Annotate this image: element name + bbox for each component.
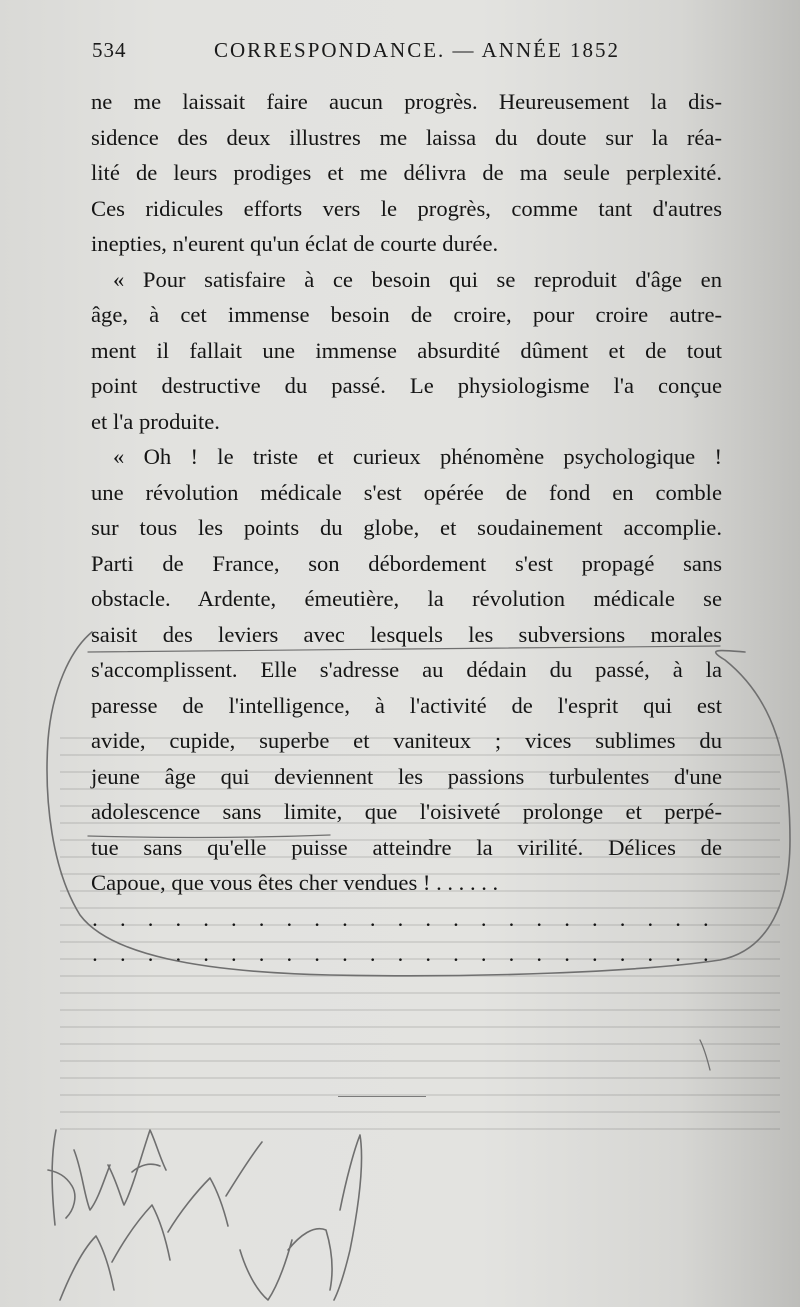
pencil-handwriting-2 <box>60 1142 262 1300</box>
text-line: une révolution médicale s'est opérée de fond en comble <box>91 479 722 505</box>
text-line: tue sans qu'elle puisse atteindre la virilité. Délices de <box>91 834 722 860</box>
dot: . <box>258 941 265 966</box>
dot: . <box>342 905 348 931</box>
dot: . <box>480 905 487 931</box>
text-line: ne me laissait faire aucun progrès. Heureusement la dis- <box>91 89 722 114</box>
dot: . <box>286 905 293 931</box>
dot: . <box>369 941 376 966</box>
dot: . <box>425 905 432 931</box>
dot: . <box>508 941 515 966</box>
pencil-handwriting-3 <box>240 1135 362 1300</box>
dot: . <box>369 905 376 931</box>
dot: . <box>591 941 598 966</box>
dot: . <box>314 941 320 966</box>
dot: . <box>119 941 126 966</box>
text-line: avide, cupide, superbe et vaniteux ; vices sublimes du <box>91 728 722 753</box>
dot: . <box>203 905 209 931</box>
dot: . <box>480 941 487 966</box>
dot: . <box>647 905 654 931</box>
dot: . <box>397 941 404 966</box>
dot: . <box>703 905 709 931</box>
dot: . <box>119 905 126 931</box>
text-line: sur tous les points du globe, et soudainement accomplie. <box>91 515 722 540</box>
pencil-loop-mark <box>47 632 790 976</box>
page-number: 534 <box>92 38 127 62</box>
text-line: adolescence sans limite, que l'oisiveté prolonge et perpé- <box>91 799 722 824</box>
text-line: obstacle. Ardente, émeutière, la révolution médicale se <box>91 586 722 611</box>
dot: . <box>453 941 459 966</box>
text-line: saisit des leviers avec lesquels les subversions morales <box>91 621 722 647</box>
dot: . <box>675 941 681 966</box>
dot: . <box>675 905 681 931</box>
text-line: s'accomplissent. Elle s'adresse au dédain du passé, à la <box>91 657 722 682</box>
dot: . <box>619 941 626 966</box>
text-line: et l'a produite. <box>91 408 220 434</box>
pencil-underline-mark <box>88 835 330 837</box>
text-line: âge, à cet immense besoin de croire, pour croire autre- <box>91 302 722 327</box>
text-line: paresse de l'intelligence, à l'activité de l'esprit qui est <box>91 692 722 718</box>
dot: . <box>591 905 598 931</box>
dot: . <box>647 941 654 966</box>
text-line: inepties, n'eurent qu'un éclat de courte durée. <box>91 231 499 256</box>
dot: . <box>92 941 98 966</box>
dot: . <box>564 941 570 966</box>
dot: . <box>564 905 570 931</box>
dot: . <box>619 905 626 931</box>
dot: . <box>258 905 265 931</box>
text-line: sidence des deux illustres me laissa du doute sur la réa- <box>91 124 722 150</box>
text-line: Parti de France, son débordement s'est propagé sans <box>91 550 722 576</box>
dot: . <box>536 941 543 966</box>
dot: . <box>147 905 154 931</box>
dot: . <box>425 941 432 966</box>
dot: . <box>397 905 404 931</box>
dot: . <box>147 941 154 966</box>
dot: . <box>536 905 543 931</box>
text-line: ment il fallait une immense absurdité dûment et de tout <box>91 337 722 363</box>
dot: . <box>453 905 459 931</box>
running-title: CORRESPONDANCE. — ANNÉE 1852 <box>214 38 621 62</box>
dot: . <box>231 941 237 966</box>
dot: . <box>175 941 182 966</box>
text-line: jeune âge qui deviennent les passions turbulentes d'une <box>91 763 722 789</box>
pencil-loop-mark <box>88 646 720 652</box>
text-line: Capoue, que vous êtes cher vendues ! . . . . . . <box>91 870 499 895</box>
dot: . <box>342 941 348 966</box>
text-line: lité de leurs prodiges et me délivra de ma seule perplexité. <box>91 160 722 185</box>
pencil-handwriting-1 <box>48 1130 166 1225</box>
text-line: « Pour satisfaire à ce besoin qui se reproduit d'âge en <box>113 266 722 292</box>
dot: . <box>175 905 182 931</box>
text-line: « Oh ! le triste et curieux phénomène psychologique ! <box>113 444 722 469</box>
dot: . <box>92 905 98 931</box>
dot: . <box>508 905 515 931</box>
dot: . <box>703 941 709 966</box>
dot: . <box>203 941 209 966</box>
text-line: point destructive du passé. Le physiologisme l'a conçue <box>91 373 722 398</box>
dot: . <box>314 905 320 931</box>
text-line: Ces ridicules efforts vers le progrès, comme tant d'autres <box>91 195 722 221</box>
pencil-margin-mark <box>700 1040 710 1070</box>
dot: . <box>231 905 237 931</box>
dot: . <box>286 941 293 966</box>
